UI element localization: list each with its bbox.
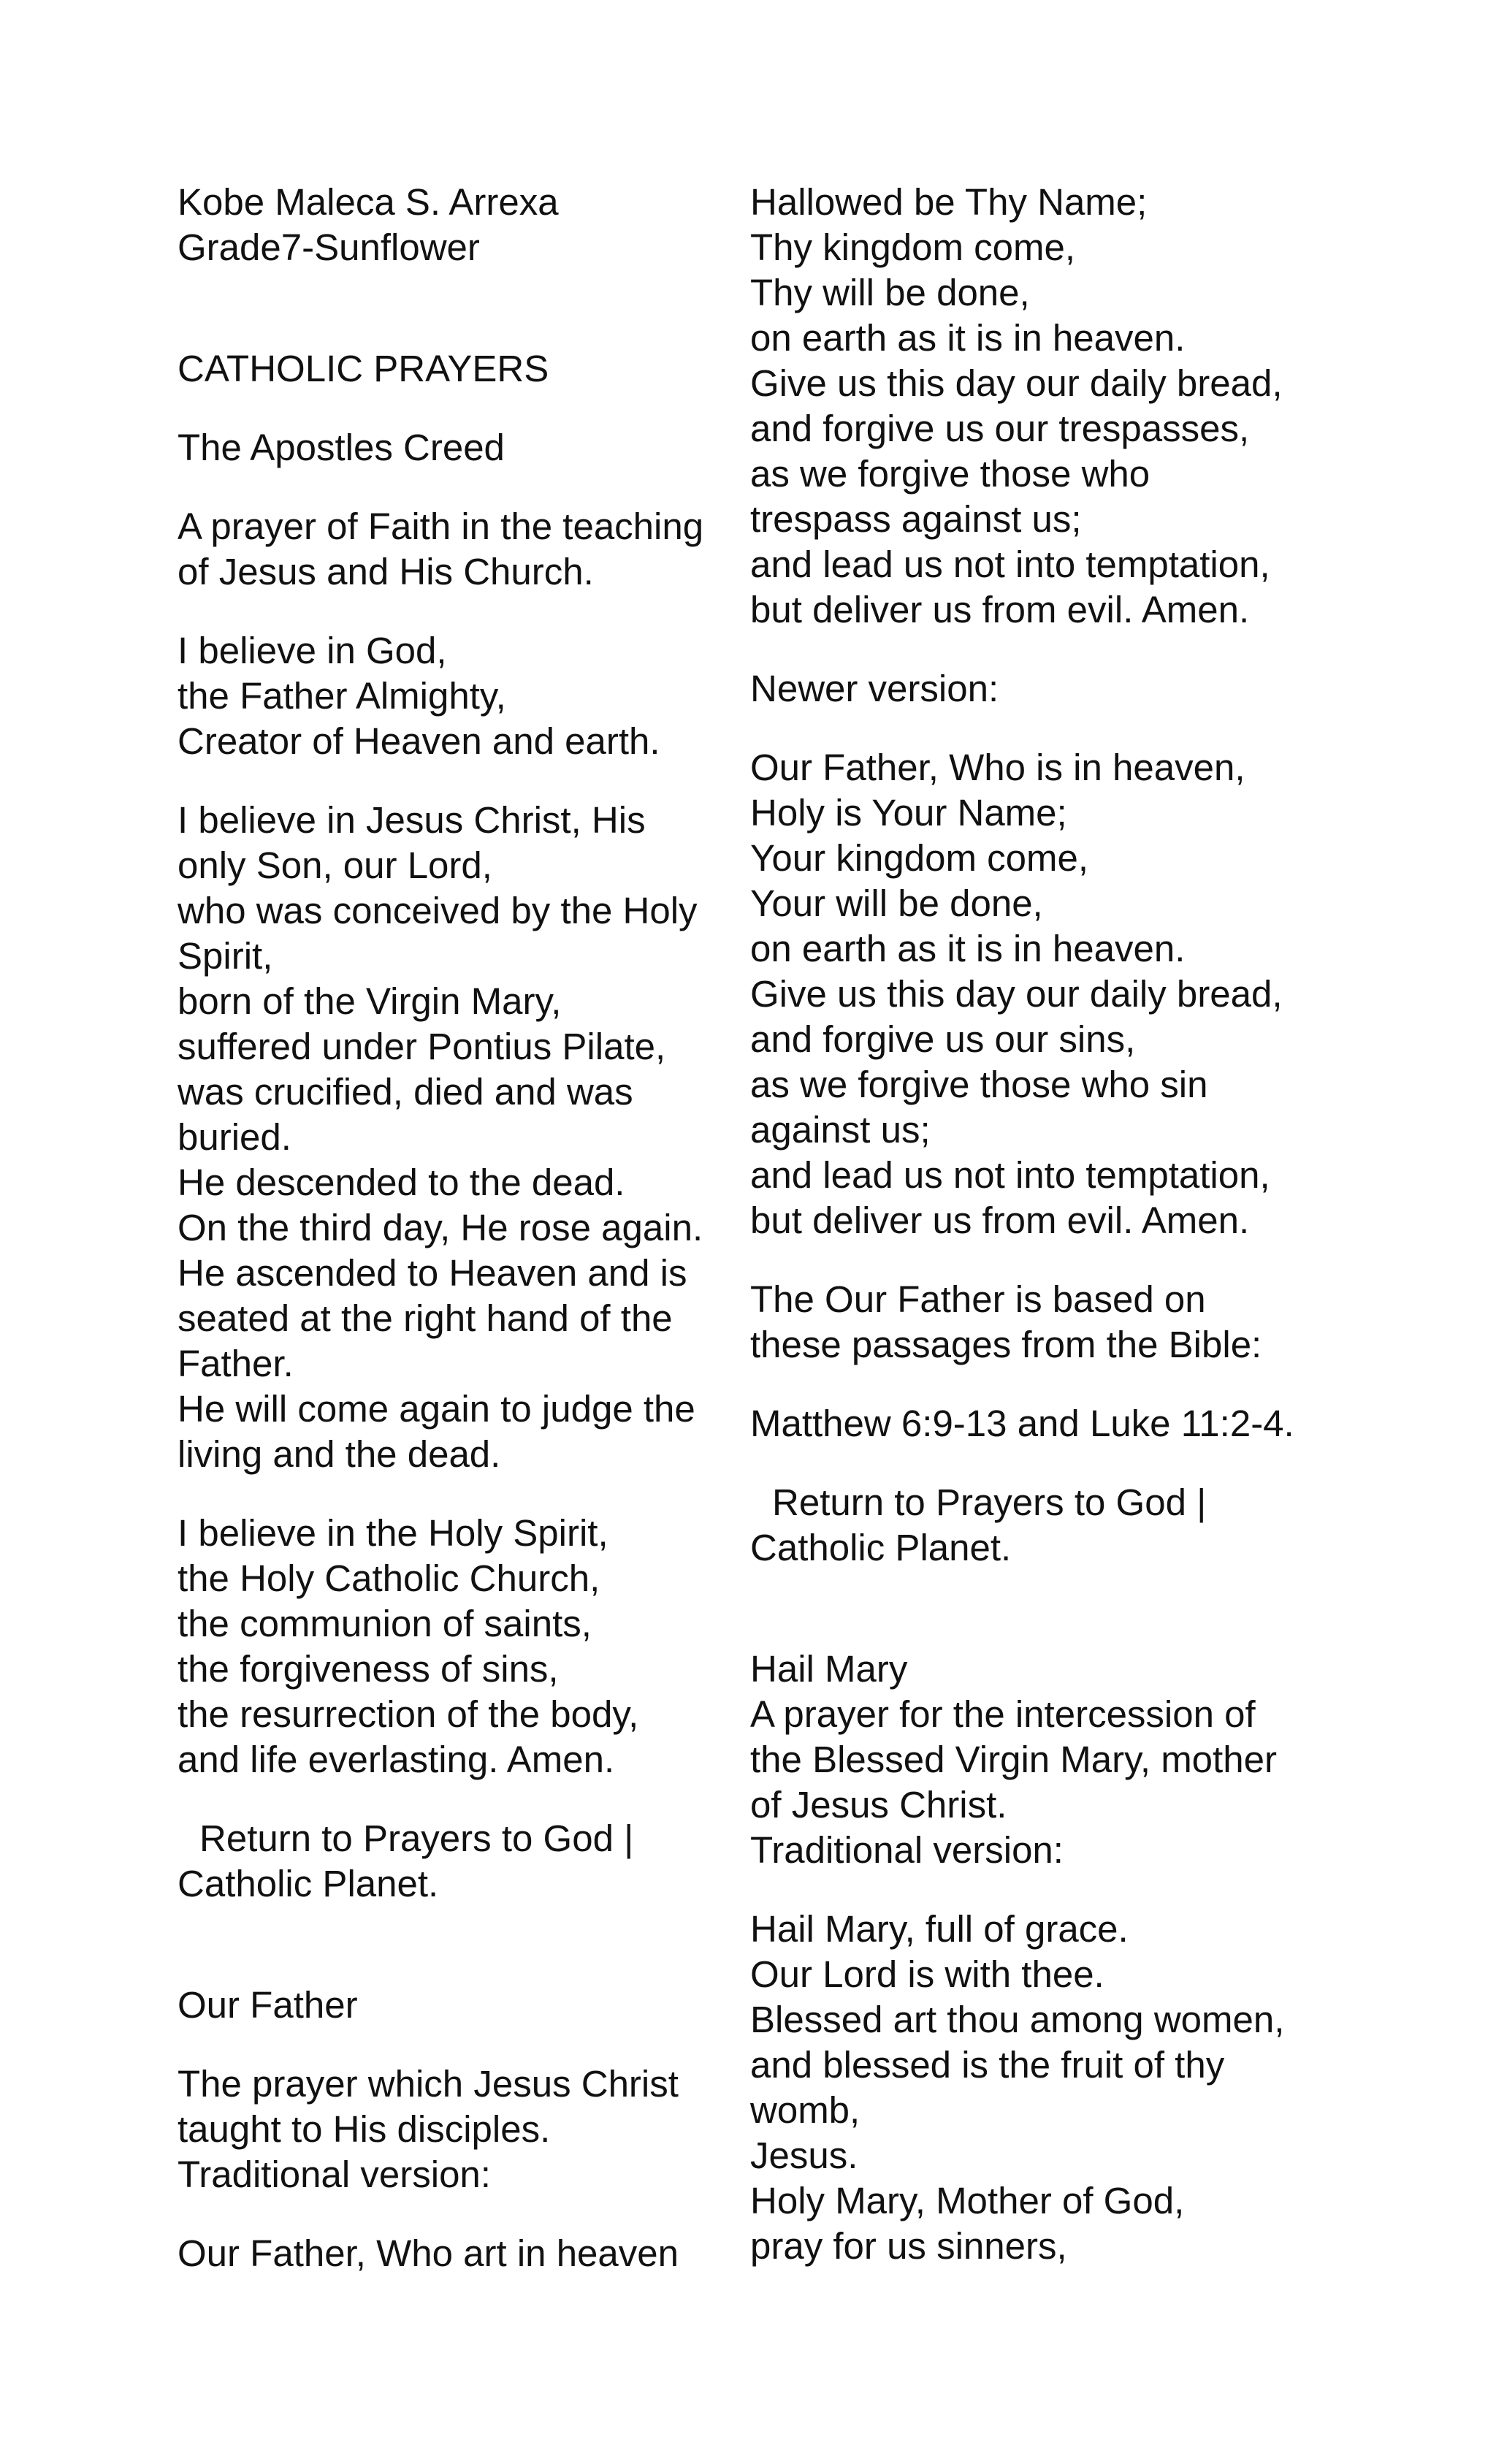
- text-line: He will come again to judge the: [178, 1388, 695, 1430]
- text-line: Give us this day our daily bread,: [750, 362, 1283, 404]
- text-line: the forgiveness of sins,: [178, 1648, 559, 1690]
- text-paragraph: [750, 1480, 1327, 1571]
- text-line: trespass against us;: [750, 498, 1082, 540]
- text-line: the Holy Catholic Church,: [178, 1557, 600, 1599]
- right-column: [750, 180, 1327, 2303]
- text-line: Creator of Heaven and earth.: [178, 720, 660, 762]
- text-line: Traditional version:: [178, 2154, 491, 2195]
- text-line: on earth as it is in heaven.: [750, 317, 1186, 359]
- text-line: born of the Virgin Mary,: [178, 980, 562, 1022]
- text-line: Jesus.: [750, 2135, 858, 2176]
- text-line: seated at the right hand of the: [178, 1297, 673, 1339]
- text-line: and blessed is the fruit of thy: [750, 2044, 1225, 2086]
- text-line: the Father Almighty,: [178, 675, 506, 717]
- text-line: A prayer of Faith in the teaching: [178, 506, 704, 547]
- text-line: as we forgive those who sin: [750, 1064, 1208, 1105]
- text-paragraph: [750, 180, 1327, 633]
- text-line: of Jesus and His Church.: [178, 551, 594, 592]
- text-paragraph: [178, 1816, 755, 1907]
- text-line: and life everlasting. Amen.: [178, 1739, 615, 1780]
- text-line: taught to His disciples.: [178, 2108, 551, 2150]
- text-line: Your will be done,: [750, 882, 1043, 924]
- text-line: and lead us not into temptation,: [750, 543, 1270, 585]
- text-line: Blessed art thou among women,: [750, 1999, 1285, 2040]
- text-line: Hallowed be Thy Name;: [750, 181, 1148, 223]
- text-line: womb,: [750, 2089, 860, 2131]
- text-line: I believe in God,: [178, 630, 447, 671]
- text-line: Hail Mary, full of grace.: [750, 1908, 1129, 1950]
- text-paragraph: [178, 425, 755, 470]
- text-line: against us;: [750, 1109, 931, 1151]
- text-line: Give us this day our daily bread,: [750, 973, 1283, 1015]
- text-paragraph: [178, 798, 755, 1477]
- text-line: Newer version:: [750, 668, 999, 709]
- text-line: as we forgive those who: [750, 453, 1150, 495]
- text-line: the resurrection of the body,: [178, 1693, 639, 1735]
- text-line: living and the dead.: [178, 1433, 501, 1475]
- text-line: buried.: [178, 1116, 291, 1158]
- text-line: CATHOLIC PRAYERS: [178, 348, 549, 389]
- text-paragraph: [750, 745, 1327, 1243]
- text-paragraph: [178, 2231, 755, 2276]
- text-line: but deliver us from evil. Amen.: [750, 589, 1250, 630]
- text-line: I believe in Jesus Christ, His: [178, 799, 646, 841]
- text-line: of Jesus Christ.: [750, 1784, 1007, 1826]
- text-line: Thy kingdom come,: [750, 226, 1076, 268]
- text-line: Traditional version:: [750, 1829, 1064, 1871]
- text-line: Our Father, Who is in heaven,: [750, 747, 1245, 788]
- text-line: Grade7-Sunflower: [178, 226, 480, 268]
- text-paragraph: [178, 504, 755, 595]
- text-paragraph: [178, 346, 755, 392]
- text-line: The Our Father is based on: [750, 1278, 1206, 1320]
- text-paragraph: [750, 1277, 1327, 1368]
- text-line: but deliver us from evil. Amen.: [750, 1199, 1250, 1241]
- text-paragraph: [178, 180, 755, 270]
- text-line: The Apostles Creed: [178, 427, 505, 468]
- text-line: Thy will be done,: [750, 272, 1030, 313]
- text-paragraph: [750, 666, 1327, 712]
- left-column: [178, 180, 755, 2310]
- text-line: Catholic Planet.: [178, 1863, 439, 1904]
- text-line: was crucified, died and was: [178, 1071, 633, 1113]
- text-line: the Blessed Virgin Mary, mother: [750, 1739, 1277, 1780]
- text-paragraph: [750, 1907, 1327, 2269]
- text-line: Your kingdom come,: [750, 837, 1089, 879]
- text-paragraph: [750, 1647, 1327, 1873]
- text-line: Our Lord is with thee.: [750, 1953, 1104, 1995]
- text-line: and lead us not into temptation,: [750, 1154, 1270, 1196]
- text-line: Return to Prayers to God |: [199, 1818, 634, 1859]
- text-line: Holy is Your Name;: [750, 792, 1067, 834]
- text-paragraph: [178, 1511, 755, 1782]
- text-line: Hail Mary: [750, 1648, 908, 1690]
- text-paragraph: [178, 2061, 755, 2197]
- text-line: only Son, our Lord,: [178, 844, 492, 886]
- text-line: Spirit,: [178, 935, 273, 977]
- text-line: He ascended to Heaven and is: [178, 1252, 687, 1294]
- text-line: Return to Prayers to God |: [772, 1481, 1207, 1523]
- text-paragraph: [178, 1983, 755, 2028]
- text-line: I believe in the Holy Spirit,: [178, 1512, 608, 1554]
- text-line: A prayer for the intercession of: [750, 1693, 1256, 1735]
- text-line: Matthew 6:9-13 and Luke 11:2-4.: [750, 1403, 1294, 1444]
- text-line: and forgive us our trespasses,: [750, 408, 1250, 449]
- text-line: these passages from the Bible:: [750, 1324, 1262, 1365]
- text-line: the communion of saints,: [178, 1603, 592, 1644]
- text-line: suffered under Pontius Pilate,: [178, 1026, 666, 1067]
- text-line: On the third day, He rose again.: [178, 1207, 703, 1248]
- text-line: The prayer which Jesus Christ: [178, 2063, 679, 2105]
- text-line: and forgive us our sins,: [750, 1018, 1136, 1060]
- text-line: Father.: [178, 1343, 294, 1384]
- text-line: Holy Mary, Mother of God,: [750, 2180, 1185, 2221]
- text-line: who was conceived by the Holy: [178, 890, 698, 931]
- text-paragraph: [750, 1401, 1327, 1446]
- text-line: He descended to the dead.: [178, 1162, 625, 1203]
- text-paragraph: [178, 628, 755, 764]
- text-line: Catholic Planet.: [750, 1527, 1012, 1568]
- text-line: on earth as it is in heaven.: [750, 928, 1186, 969]
- text-line: Kobe Maleca S. Arrexa: [178, 181, 559, 223]
- text-line: Our Father: [178, 1984, 358, 2026]
- text-line: pray for us sinners,: [750, 2225, 1067, 2267]
- text-line: Our Father, Who art in heaven: [178, 2232, 679, 2274]
